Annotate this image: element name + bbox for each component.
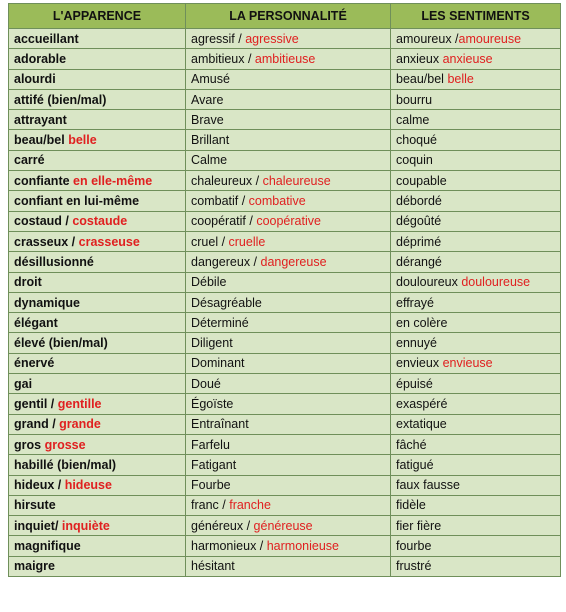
word-base: gros [14,437,45,452]
word-base: crasseux / [14,234,79,249]
word-base: hideux / [14,478,65,493]
cell-personality [186,516,391,536]
cell-personality [186,394,391,414]
cell-feelings [391,49,561,69]
table-body [9,29,561,577]
table-row [9,110,561,130]
cell-feelings [391,29,561,49]
cell-feelings [391,252,561,272]
table-row [9,171,561,191]
word-feminine: généreuse [253,518,313,533]
cell-personality [186,313,391,333]
word-base: coupable [396,173,447,188]
word-base: Farfelu [191,437,230,452]
word-feminine: belle [447,72,474,87]
word-base: franc / [191,498,230,513]
word-base: droit [14,275,42,290]
cell-feelings [391,69,561,89]
word-base: dynamique [14,295,80,310]
word-feminine: inquiète [61,518,110,533]
word-base: coopératif / [191,214,257,229]
word-base: agressif / [191,31,246,46]
cell-feelings [391,353,561,373]
word-feminine: amoureuse [458,31,522,46]
word-base: gentil / [14,396,58,411]
word-base: fidèle [396,498,426,513]
cell-appearance [9,252,186,272]
cell-personality [186,536,391,556]
table-row [9,455,561,475]
word-base: magnifique [14,539,81,554]
cell-personality [186,333,391,353]
cell-personality [186,150,391,170]
cell-feelings [391,556,561,576]
table-row [9,272,561,292]
table-row [9,353,561,373]
word-feminine: costaude [72,214,128,229]
word-feminine: grosse [44,437,86,452]
word-feminine: agressive [245,31,299,46]
word-base: coquin [396,153,433,168]
table-row [9,556,561,576]
cell-feelings [391,171,561,191]
word-base: ennuyé [396,336,438,351]
word-base: beau/bel [396,72,448,87]
word-base: douloureux [396,275,462,290]
cell-appearance [9,313,186,333]
cell-feelings [391,130,561,150]
word-base: fâché [396,437,427,452]
cell-personality [186,475,391,495]
cell-appearance [9,353,186,373]
word-base: gai [14,376,33,391]
word-base: anxieux [396,51,443,66]
word-feminine: hideuse [64,478,112,493]
header-personality: LA PERSONNALITÉ [186,4,391,29]
word-base: débordé [396,194,442,209]
cell-appearance [9,475,186,495]
word-feminine: grande [59,417,101,432]
cell-feelings [391,150,561,170]
cell-appearance [9,333,186,353]
word-base: attifé (bien/mal) [14,92,107,107]
cell-appearance [9,394,186,414]
word-base: accueillant [14,31,79,46]
cell-appearance [9,434,186,454]
cell-personality [186,49,391,69]
word-feminine: combative [248,194,306,209]
word-feminine: gentille [57,396,102,411]
word-base: Dominant [191,356,245,371]
word-base: harmonieux / [191,539,267,554]
word-base: Brave [191,112,224,127]
table-row [9,29,561,49]
word-base: ambitieux / [191,51,255,66]
word-base: Brillant [191,133,230,148]
cell-feelings [391,313,561,333]
cell-feelings [391,536,561,556]
cell-appearance [9,231,186,251]
cell-feelings [391,516,561,536]
table-header [9,4,561,29]
word-base: dangereux / [191,254,261,269]
cell-appearance [9,455,186,475]
header-feelings: LES SENTIMENTS [391,4,561,29]
word-base: énervé [14,356,55,371]
cell-feelings [391,211,561,231]
word-feminine: franche [229,498,271,513]
word-base: Fatigant [191,457,237,472]
cell-feelings [391,272,561,292]
word-base: Amusé [191,72,230,87]
table-row [9,231,561,251]
table-row [9,536,561,556]
cell-feelings [391,231,561,251]
cell-personality [186,191,391,211]
cell-personality [186,29,391,49]
word-base: Avare [191,92,224,107]
table-row [9,313,561,333]
word-base: hirsute [14,498,56,513]
table-row [9,292,561,312]
word-feminine: coopérative [256,214,321,229]
word-base: Diligent [191,336,233,351]
word-feminine: crasseuse [78,234,140,249]
cell-appearance [9,211,186,231]
word-base: confiant en lui-même [14,194,140,209]
word-base: chaleureux / [191,173,263,188]
table-row [9,374,561,394]
table-row [9,191,561,211]
word-base: dérangé [396,254,442,269]
word-base: grand / [14,417,60,432]
cell-appearance [9,516,186,536]
cell-appearance [9,374,186,394]
table-row [9,252,561,272]
cell-feelings [391,414,561,434]
word-base: cruel / [191,234,229,249]
table-row [9,434,561,454]
cell-personality [186,130,391,150]
word-base: déprimé [396,234,442,249]
word-feminine: douloureuse [461,275,531,290]
cell-appearance [9,130,186,150]
word-base: extatique [396,417,447,432]
word-feminine: en elle-même [73,173,153,188]
word-base: Doué [191,376,221,391]
table-row [9,495,561,515]
table-row [9,516,561,536]
cell-personality [186,171,391,191]
word-base: adorable [14,51,67,66]
word-feminine: dangereuse [260,254,327,269]
word-base: attrayant [14,112,67,127]
cell-personality [186,272,391,292]
cell-appearance [9,29,186,49]
word-base: habillé (bien/mal) [14,457,117,472]
cell-personality [186,252,391,272]
cell-personality [186,434,391,454]
word-feminine: harmonieuse [266,539,339,554]
cell-personality [186,374,391,394]
cell-feelings [391,394,561,414]
word-base: carré [14,153,45,168]
word-base: maigre [14,559,55,574]
cell-personality [186,495,391,515]
word-base: dégoûté [396,214,442,229]
word-base: fier fière [396,518,442,533]
word-base: combatif / [191,194,249,209]
cell-appearance [9,171,186,191]
cell-appearance [9,89,186,109]
cell-feelings [391,110,561,130]
cell-feelings [391,475,561,495]
cell-personality [186,110,391,130]
word-base: alourdi [14,72,56,87]
word-base: confiante [14,173,74,188]
word-base: Égoïste [191,396,234,411]
word-base: fourbe [396,539,432,554]
word-base: hésitant [191,559,235,574]
cell-appearance [9,414,186,434]
word-base: élégant [14,315,58,330]
cell-personality [186,69,391,89]
word-base: fatigué [396,457,434,472]
word-base: choqué [396,133,438,148]
table-row [9,69,561,89]
table-row [9,333,561,353]
table-row [9,130,561,150]
word-base: désillusionné [14,254,94,269]
cell-personality [186,455,391,475]
word-base: beau/bel [14,133,69,148]
table-row [9,475,561,495]
word-base: faux fausse [396,478,460,493]
cell-appearance [9,110,186,130]
word-base: amoureux / [396,31,459,46]
cell-appearance [9,49,186,69]
cell-personality [186,414,391,434]
vocabulary-table [8,3,561,577]
table-row [9,414,561,434]
header-appearance: L'APPARENCE [9,4,186,29]
cell-personality [186,292,391,312]
word-base: frustré [396,559,432,574]
cell-personality [186,211,391,231]
cell-feelings [391,374,561,394]
cell-appearance [9,272,186,292]
table-row [9,49,561,69]
word-base: calme [396,112,430,127]
cell-feelings [391,495,561,515]
cell-feelings [391,292,561,312]
word-base: Déterminé [191,315,249,330]
word-feminine: belle [68,133,97,148]
cell-appearance [9,191,186,211]
cell-appearance [9,495,186,515]
word-base: Désagréable [191,295,262,310]
cell-feelings [391,89,561,109]
cell-personality [186,89,391,109]
word-base: exaspéré [396,396,448,411]
word-base: costaud / [14,214,73,229]
word-feminine: ambitieuse [254,51,316,66]
table-row [9,150,561,170]
word-base: Entraînant [191,417,249,432]
cell-personality [186,353,391,373]
word-feminine: chaleureuse [262,173,331,188]
word-base: bourru [396,92,433,107]
word-feminine: cruelle [228,234,266,249]
cell-appearance [9,69,186,89]
cell-feelings [391,333,561,353]
word-base: effrayé [396,295,434,310]
table-row [9,394,561,414]
word-base: inquiet/ [14,518,62,533]
word-base: envieux [396,356,443,371]
word-base: Calme [191,153,228,168]
word-base: élevé (bien/mal) [14,336,108,351]
word-base: en colère [396,315,448,330]
cell-feelings [391,455,561,475]
cell-feelings [391,434,561,454]
cell-appearance [9,292,186,312]
cell-personality [186,556,391,576]
cell-personality [186,231,391,251]
word-base: généreux / [191,518,254,533]
word-base: épuisé [396,376,433,391]
word-feminine: envieuse [442,356,493,371]
header-row [9,4,561,29]
cell-appearance [9,150,186,170]
word-base: Débile [191,275,227,290]
table-row [9,211,561,231]
word-feminine: anxieuse [442,51,493,66]
cell-appearance [9,536,186,556]
table-row [9,89,561,109]
word-base: Fourbe [191,478,231,493]
cell-feelings [391,191,561,211]
cell-appearance [9,556,186,576]
